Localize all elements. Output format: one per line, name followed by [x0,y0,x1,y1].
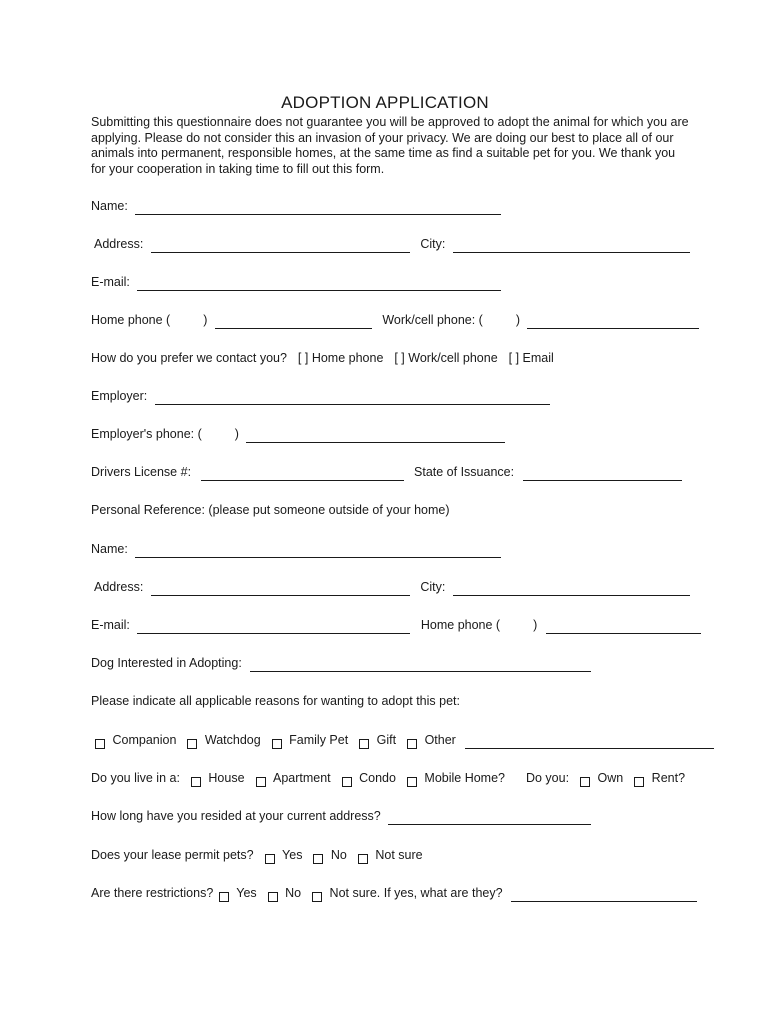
ref-address-field[interactable] [151,582,410,596]
mobile-home-checkbox[interactable] [407,777,417,787]
reference-heading: Personal Reference: (please put someone outside of your home) [91,503,450,517]
watchdog-label: Watchdog [204,733,261,747]
other-checkbox[interactable] [407,739,417,749]
ref-city-label: City: [420,580,446,594]
reference-address-row [94,578,690,596]
restrictions-field[interactable] [511,888,697,902]
housing-question: Do you live in a: [91,771,180,785]
condo-label: Condo [359,771,396,785]
own-label: Own [597,771,624,785]
condo-checkbox[interactable] [342,777,352,787]
restrictions-yes-label: Yes [236,886,257,900]
apartment-checkbox[interactable] [256,777,266,787]
lease-no-checkbox[interactable] [313,854,323,864]
rent-checkbox[interactable] [634,777,644,787]
gift-label: Gift [376,733,397,747]
family-pet-label: Family Pet [289,733,349,747]
page-title: ADOPTION APPLICATION [281,93,489,112]
employer-phone-label: Employer's phone: ( [91,427,202,441]
email-label: E-mail: [91,275,130,289]
address-field[interactable] [151,239,410,253]
restrictions-no-label: No [285,886,302,900]
own-question: Do you: [525,771,570,785]
contact-work-option[interactable]: [ ] Work/cell phone [394,351,498,365]
companion-label: Companion [112,733,177,747]
name-field[interactable] [135,201,501,215]
own-checkbox[interactable] [580,777,590,787]
contact-home-option[interactable]: [ ] Home phone [297,351,384,365]
paren-close: ) [234,427,239,441]
house-label: House [208,771,245,785]
house-checkbox[interactable] [191,777,201,787]
paren-close: ) [515,313,520,327]
reasons-row [95,731,714,749]
ref-name-label: Name: [91,542,128,556]
employer-phone-field[interactable] [246,429,505,443]
mobile-home-label: Mobile Home? [424,771,505,785]
contact-email-option[interactable]: [ ] Email [508,351,554,365]
ref-home-phone-field[interactable] [546,620,701,634]
ref-email-label: E-mail: [91,618,130,632]
paren-close: ) [533,618,538,632]
applicant-name-row [91,197,501,215]
state-label: State of Issuance: [414,465,515,479]
lease-yes-checkbox[interactable] [265,854,275,864]
housing-row [91,769,685,787]
dog-label: Dog Interested in Adopting: [91,656,242,670]
watchdog-checkbox[interactable] [187,739,197,749]
restrictions-row [91,884,697,902]
lease-yes-label: Yes [282,848,303,862]
ref-city-field[interactable] [453,582,690,596]
address-label: Address: [94,237,144,251]
lease-question: Does your lease permit pets? [91,848,254,862]
residence-field[interactable] [388,811,591,825]
contact-pref-question: How do you prefer we contact you? [91,351,287,365]
employer-field[interactable] [155,391,550,405]
applicant-email-row [91,273,501,291]
ref-address-label: Address: [94,580,144,594]
residence-row [91,807,591,825]
restrictions-not-sure-label: Not sure. If yes, what are they? [329,886,503,900]
residence-question: How long have you resided at your current address? [91,809,381,823]
state-field[interactable] [523,467,682,481]
reference-email-row [91,616,701,634]
lease-not-sure-checkbox[interactable] [358,854,368,864]
contact-preference-row [91,349,554,367]
gift-checkbox[interactable] [359,739,369,749]
apartment-label: Apartment [272,771,331,785]
rent-label: Rent? [651,771,686,785]
restrictions-no-checkbox[interactable] [268,892,278,902]
other-field[interactable] [465,735,714,749]
home-phone-label: Home phone ( [91,313,171,327]
reasons-question: Please indicate all applicable reasons for wanting to adopt this pet: [91,694,460,708]
applicant-address-row [94,235,690,253]
ref-email-field[interactable] [137,620,410,634]
work-phone-label: Work/cell phone: ( [382,313,483,327]
other-label: Other [424,733,456,747]
lease-row [91,846,423,864]
family-pet-checkbox[interactable] [272,739,282,749]
lease-no-label: No [330,848,347,862]
employer-label: Employer: [91,389,148,403]
intro-paragraph: Submitting this questionnaire does not guarantee you will be approved to adopt the animal for which you are applying. Please do not consider this an invasion of your privacy. We are doing our best to place all of our animals into permanent, responsible homes, at the same time as find a suitable pet for you. We thank you for your cooperation in taking time to fill out this form. [91,115,689,176]
paren-close: ) [203,313,208,327]
restrictions-not-sure-checkbox[interactable] [312,892,322,902]
email-field[interactable] [137,277,501,291]
ref-name-field[interactable] [135,544,501,558]
ref-home-phone-label: Home phone ( [420,618,501,632]
applicant-phone-row [91,311,699,329]
employer-row [91,387,550,405]
lease-not-sure-label: Not sure [375,848,423,862]
restrictions-question: Are there restrictions? [91,886,214,900]
reference-name-row [91,540,501,558]
home-phone-field[interactable] [215,315,372,329]
dog-row [91,654,591,672]
restrictions-yes-checkbox[interactable] [219,892,229,902]
license-field[interactable] [201,467,404,481]
city-label: City: [420,237,446,251]
city-field[interactable] [453,239,690,253]
companion-checkbox[interactable] [95,739,105,749]
name-label: Name: [91,199,128,213]
dog-field[interactable] [250,658,591,672]
license-label: Drivers License #: [91,465,192,479]
employer-phone-row [91,425,505,443]
work-phone-field[interactable] [527,315,699,329]
license-row [91,463,682,481]
